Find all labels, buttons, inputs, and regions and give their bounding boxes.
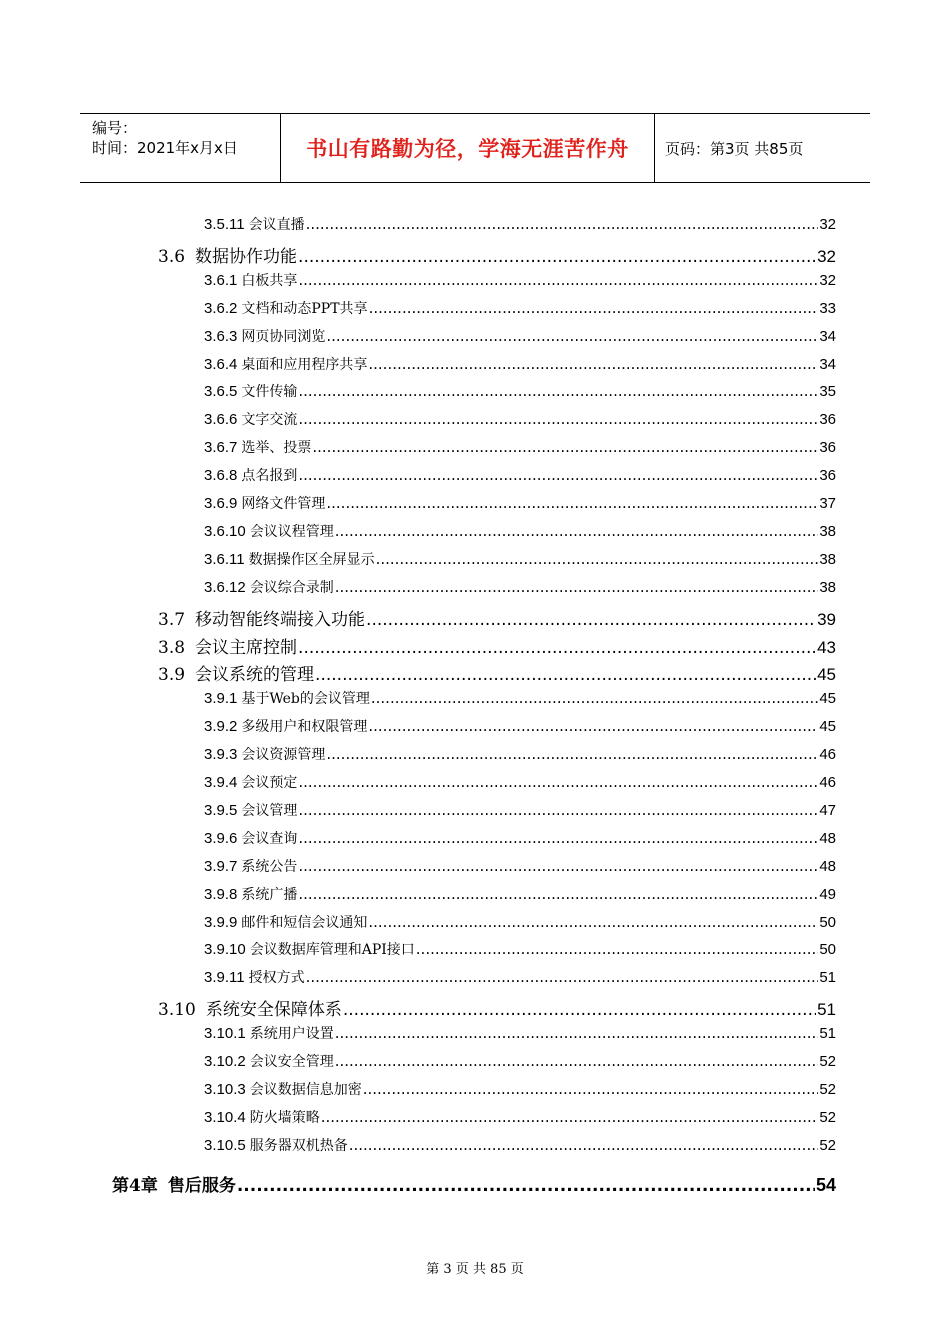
- toc-section-number: 3.10.1: [204, 1025, 246, 1043]
- toc-section-title: 系统用户设置: [249, 1026, 334, 1043]
- toc-page-number: 45: [819, 690, 836, 708]
- toc-section-number: 3.10.4: [204, 1108, 246, 1126]
- toc-section-title: 会议数据信息加密: [249, 1081, 362, 1098]
- toc-entry-label: [158, 633, 297, 658]
- toc-leader-dots: [376, 550, 819, 568]
- toc-entry-label: [204, 437, 311, 457]
- toc-section-number: 3.9.2: [204, 718, 238, 736]
- toc-section-title: 文档和动态PPT共享: [241, 300, 368, 317]
- toc-section-title: 会议资源管理: [241, 747, 326, 764]
- toc-leader-dots: [371, 689, 818, 707]
- toc-entry[interactable]: [204, 1023, 836, 1043]
- toc-entry[interactable]: [204, 326, 836, 346]
- toc-leader-dots: [335, 578, 819, 596]
- toc-entry[interactable]: [204, 828, 836, 848]
- toc-page-number: 51: [817, 1000, 836, 1020]
- toc-entry-label: [204, 214, 305, 234]
- toc-entry-label: [158, 242, 297, 267]
- toc-page-number: 51: [819, 969, 836, 987]
- toc-section-number: 3.9.11: [204, 969, 245, 987]
- toc-section-title: 文字交流: [241, 412, 298, 429]
- toc-page-number: 36: [819, 411, 836, 429]
- toc-entry-label: [204, 1079, 362, 1099]
- toc-entry[interactable]: [204, 939, 836, 959]
- toc-leader-dots: [298, 829, 818, 847]
- toc-leader-dots: [368, 913, 818, 931]
- toc-entry[interactable]: [204, 688, 836, 708]
- toc-leader-dots: [343, 1000, 816, 1020]
- toc-entry-label: [204, 381, 297, 401]
- toc-entry[interactable]: [204, 521, 836, 541]
- toc-section-number: 3.6.11: [204, 550, 245, 568]
- toc-leader-dots: [298, 801, 818, 819]
- document-number-label: 编号：: [92, 119, 138, 137]
- toc-page-number: 38: [819, 578, 836, 596]
- toc-entry[interactable]: [158, 605, 836, 630]
- toc-leader-dots: [298, 638, 816, 658]
- toc-section-number: 3.7: [158, 609, 186, 630]
- toc-entry-label: [158, 660, 314, 685]
- toc-page-number: 48: [819, 857, 836, 875]
- toc-entry[interactable]: [204, 270, 836, 290]
- toc-section-title: 多级用户和权限管理: [241, 719, 368, 736]
- toc-entry-label: [204, 772, 297, 792]
- toc-page-number: 54: [815, 1174, 836, 1195]
- toc-section-title: 白板共享: [241, 272, 298, 289]
- toc-leader-dots: [368, 717, 818, 735]
- toc-entry-label: [112, 1171, 236, 1196]
- toc-entry-label: [204, 967, 305, 987]
- toc-entry[interactable]: [204, 912, 836, 932]
- toc-entry-label: [204, 1023, 334, 1043]
- toc-section-number: 3.9.4: [204, 774, 238, 791]
- toc-entry[interactable]: [112, 1171, 836, 1196]
- toc-section-title: 会议数据库管理和API接口: [249, 942, 415, 959]
- toc-entry-label: [204, 549, 375, 569]
- toc-section-title: 会议系统的管理: [195, 665, 315, 686]
- toc-leader-dots: [298, 382, 818, 400]
- toc-section-title: 邮件和短信会议通知: [241, 914, 368, 931]
- toc-entry-label: [204, 493, 325, 513]
- toc-section-title: 网页协同浏览: [241, 328, 326, 345]
- toc-page-number: 37: [819, 495, 836, 512]
- toc-entry[interactable]: [204, 493, 836, 513]
- toc-section-number: 3.6: [158, 246, 186, 267]
- toc-leader-dots: [298, 885, 818, 903]
- header-motto: 书山有路勤为径，学海无涯苦作舟: [281, 114, 655, 182]
- toc-section-title: 桌面和应用程序共享: [241, 356, 368, 373]
- toc-leader-dots: [298, 773, 818, 791]
- toc-entry-label: [204, 577, 334, 597]
- toc-page-number: 39: [817, 609, 836, 629]
- toc-leader-dots: [312, 438, 818, 456]
- toc-entry[interactable]: [204, 549, 836, 569]
- toc-leader-dots: [298, 466, 818, 484]
- toc-leader-dots: [335, 1024, 819, 1042]
- toc-entry[interactable]: [204, 437, 836, 457]
- toc-leader-dots: [306, 215, 819, 233]
- toc-entry-label: [204, 688, 370, 708]
- toc-page-number: 48: [819, 829, 836, 847]
- toc-section-number: 3.6.12: [204, 578, 246, 596]
- toc-section-number: 3.9.9: [204, 913, 238, 931]
- toc-entry-label: [204, 409, 297, 429]
- toc-section-number: 3.6.7: [204, 439, 238, 457]
- toc-section-number: 3.10.2: [204, 1053, 246, 1070]
- toc-section-number: 3.9.10: [204, 941, 246, 959]
- toc-leader-dots: [335, 1052, 819, 1070]
- toc-page-number: 50: [819, 913, 836, 931]
- toc-section-title: 网络文件管理: [241, 496, 326, 512]
- toc-section-title: 防火墙策略: [249, 1109, 320, 1126]
- toc-page-number: 45: [819, 718, 836, 736]
- toc-entry-label: [204, 465, 297, 485]
- toc-entry-label: [204, 939, 415, 959]
- toc-section-number: 3.9.5: [204, 801, 238, 819]
- toc-section-number: 3.6.3: [204, 327, 238, 345]
- toc-entry[interactable]: [204, 1079, 836, 1099]
- toc-section-number: 3.10.5: [204, 1136, 246, 1154]
- toc-page-number: 34: [819, 327, 836, 345]
- toc-entry-label: [204, 744, 325, 764]
- toc-entry[interactable]: [204, 716, 836, 736]
- toc-leader-dots: [416, 940, 819, 958]
- toc-page-number: 38: [819, 522, 836, 540]
- toc-section-number: 3.6.10: [204, 522, 246, 540]
- toc-section-number: 3.9.1: [204, 690, 238, 708]
- toc-entry[interactable]: [204, 354, 836, 374]
- page-header: [80, 113, 870, 183]
- toc-section-number: 3.6.1: [204, 271, 238, 289]
- toc-section-title: 授权方式: [248, 970, 305, 987]
- toc-section-title: 会议主席控制: [195, 637, 298, 658]
- toc-entry-label: [204, 884, 297, 904]
- toc-page-number: 47: [819, 801, 836, 819]
- toc-entry[interactable]: [204, 1107, 836, 1127]
- page-footer: 第 3 页 共 85 页: [426, 1262, 524, 1277]
- toc-section-number: 3.6.9: [204, 495, 238, 512]
- toc-entry[interactable]: [204, 800, 836, 820]
- toc-entry-label: [204, 1051, 334, 1071]
- toc-leader-dots: [298, 271, 818, 289]
- toc-page-number: 52: [819, 1108, 836, 1126]
- toc-entry[interactable]: [204, 577, 836, 597]
- toc-entry-label: [204, 521, 334, 541]
- toc-entry[interactable]: [158, 633, 836, 658]
- toc-entry[interactable]: [158, 660, 836, 685]
- toc-leader-dots: [366, 610, 816, 630]
- document-date-label: 时间：2021年x月x日: [92, 139, 238, 157]
- toc-entry-label: [204, 1107, 320, 1127]
- toc-page-number: 35: [819, 383, 836, 401]
- toc-entry-label: [204, 326, 325, 346]
- toc-page-number: 36: [819, 467, 836, 485]
- toc-entry[interactable]: [204, 744, 836, 764]
- toc-leader-dots: [315, 665, 816, 685]
- toc-entry-label: [204, 800, 297, 820]
- toc-page-number: 50: [819, 941, 836, 959]
- toc-entry[interactable]: [204, 967, 836, 987]
- toc-leader-dots: [326, 745, 818, 763]
- toc-entry-label: [204, 354, 367, 374]
- toc-entry-label: [204, 856, 297, 876]
- toc-leader-dots: [237, 1176, 815, 1196]
- toc-leader-dots: [363, 1080, 819, 1098]
- toc-leader-dots: [298, 410, 818, 428]
- toc-entry[interactable]: [204, 856, 836, 876]
- toc-section-number: 3.10.3: [204, 1080, 246, 1098]
- toc-section-number: 3.9.8: [204, 885, 238, 903]
- toc-section-title: 会议安全管理: [249, 1054, 334, 1070]
- toc-entry[interactable]: [204, 884, 836, 904]
- toc-page-number: 51: [819, 1025, 836, 1043]
- toc-page-number: 32: [819, 216, 836, 233]
- toc-section-number: 3.9.6: [204, 829, 238, 847]
- toc-page-number: 46: [819, 746, 836, 764]
- toc-entry[interactable]: [204, 409, 836, 429]
- toc-leader-dots: [306, 968, 819, 986]
- toc-section-title: 售后服务: [167, 1175, 236, 1196]
- toc-page-number: 36: [819, 439, 836, 457]
- toc-leader-dots: [369, 299, 819, 317]
- toc-section-title: 会议议程管理: [249, 523, 334, 540]
- toc-section-number: 3.10: [158, 1000, 196, 1021]
- toc-entry-label: [204, 270, 297, 290]
- toc-leader-dots: [349, 1136, 819, 1154]
- toc-entry-label: [204, 1135, 348, 1155]
- toc-page-number: 34: [819, 355, 836, 373]
- toc-section-number: 3.9.7: [204, 857, 238, 875]
- toc-section-title: 会议综合录制: [249, 579, 334, 596]
- toc-page-number: 32: [819, 271, 836, 289]
- toc-section-number: 3.9.3: [204, 746, 238, 764]
- toc-section-number: 3.6.4: [204, 355, 238, 373]
- toc-entry[interactable]: [204, 772, 836, 792]
- toc-entry[interactable]: [204, 381, 836, 401]
- toc-page-number: 32: [817, 246, 836, 266]
- toc-section-number: 3.9: [158, 665, 186, 686]
- toc-section-title: 服务器双机热备: [249, 1137, 348, 1154]
- toc-section-title: 数据操作区全屏显示: [248, 551, 375, 568]
- toc-page-number: 43: [817, 637, 836, 657]
- toc-entry-label: [204, 828, 297, 848]
- toc-section-number: 第4章: [112, 1175, 158, 1196]
- header-info: [80, 114, 281, 182]
- toc-page-number: 38: [819, 550, 836, 568]
- toc-page-number: 45: [817, 665, 836, 685]
- toc-section-title: 选举、投票: [241, 440, 312, 457]
- toc-entry[interactable]: [204, 1135, 836, 1155]
- toc-entry[interactable]: [158, 995, 836, 1020]
- toc-section-title: 文件传输: [241, 384, 298, 401]
- toc-section-title: 会议查询: [241, 830, 298, 847]
- toc-entry-label: [158, 995, 342, 1020]
- toc-leader-dots: [321, 1108, 819, 1126]
- toc-page-number: 46: [819, 774, 836, 791]
- toc-page-number: 52: [819, 1136, 836, 1154]
- toc-section-number: 3.8: [158, 637, 186, 658]
- toc-leader-dots: [326, 327, 818, 345]
- toc-leader-dots: [368, 355, 818, 373]
- toc-section-title: 系统安全保障体系: [205, 1000, 342, 1021]
- toc-page-number: 33: [819, 299, 836, 317]
- toc-section-title: 会议预定: [241, 775, 298, 791]
- toc-section-title: 系统广播: [241, 886, 298, 903]
- toc-page-number: 49: [819, 885, 836, 903]
- toc-section-title: 会议管理: [241, 802, 298, 819]
- toc-section-title: 会议直播: [248, 217, 305, 233]
- toc-leader-dots: [326, 494, 818, 512]
- toc-section-number: 3.5.11: [204, 216, 245, 233]
- toc-page-number: 52: [819, 1080, 836, 1098]
- toc-leader-dots: [298, 857, 818, 875]
- toc-entry-label: [204, 298, 368, 318]
- toc-section-title: 点名报到: [241, 468, 298, 485]
- toc-entry[interactable]: [204, 214, 836, 234]
- toc-entry[interactable]: [204, 465, 836, 485]
- toc-entry[interactable]: [204, 1051, 836, 1071]
- toc-entry-label: [158, 605, 365, 630]
- toc-section-title: 系统公告: [241, 858, 298, 875]
- toc-entry[interactable]: [158, 242, 836, 267]
- toc-section-title: 移动智能终端接入功能: [195, 609, 366, 630]
- toc-section-title: 数据协作功能: [195, 246, 298, 267]
- toc-entry-label: [204, 716, 367, 736]
- toc-section-title: 基于Web的会议管理: [241, 691, 370, 708]
- header-page-label: 页码：第3页 共85页: [665, 139, 804, 158]
- toc-section-number: 3.6.2: [204, 299, 238, 317]
- toc-page-number: 52: [819, 1053, 836, 1070]
- toc-section-number: 3.6.6: [204, 411, 238, 429]
- toc-section-number: 3.6.5: [204, 383, 238, 401]
- toc-entry-label: [204, 912, 367, 932]
- toc-leader-dots: [335, 522, 819, 540]
- toc-leader-dots: [298, 247, 816, 267]
- toc-entry[interactable]: [204, 298, 836, 318]
- toc-section-number: 3.6.8: [204, 467, 238, 485]
